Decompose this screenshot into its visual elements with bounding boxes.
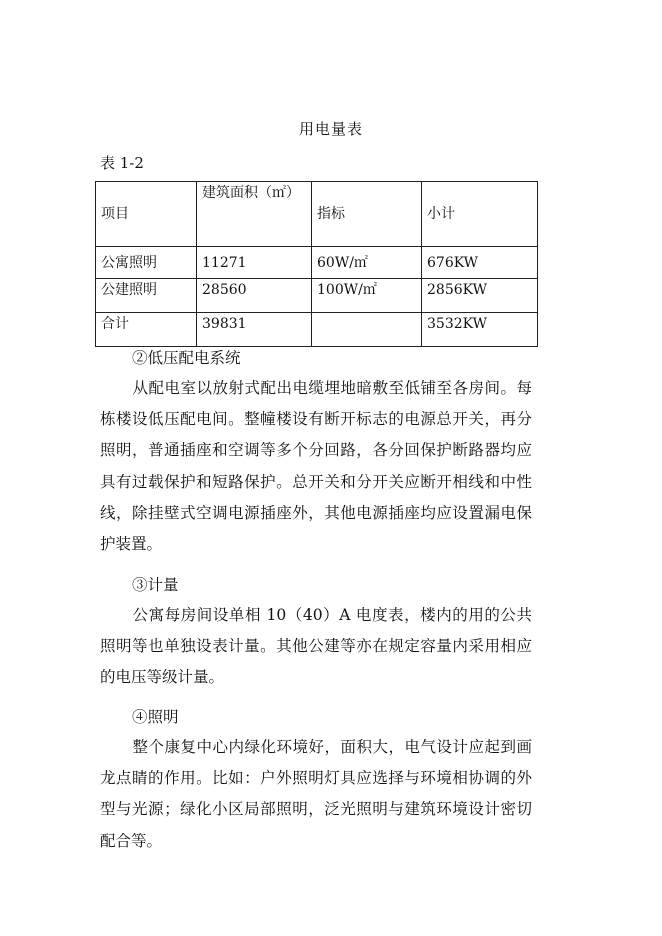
- table-cell: 39831: [197, 313, 312, 347]
- table-cell: 公建照明: [96, 279, 197, 313]
- section-body-text: 公寓每房间设单相 10（40）A 电度表，楼内的用的公共照明等也单独设表计量。其他公建等亦在规定容量内采用相应的电压等级计量。: [100, 606, 532, 687]
- section-heading: ④照明: [132, 708, 179, 726]
- section-body: [0, 732, 532, 857]
- table-cell: 60W/㎡: [312, 247, 422, 279]
- table-cell: 3532KW: [422, 313, 538, 347]
- table-row: [96, 279, 538, 313]
- section-lighting: [0, 702, 662, 857]
- table-cell: 28560: [197, 279, 312, 313]
- table-header-row: [96, 182, 538, 247]
- section-body: [0, 373, 532, 560]
- table-cell: 11271: [197, 247, 312, 279]
- header-item: 项目: [96, 182, 197, 247]
- table-cell: 676KW: [422, 247, 538, 279]
- section-body: [0, 600, 532, 694]
- power-consumption-table: [95, 181, 538, 347]
- header-indicator: 指标: [312, 182, 422, 247]
- section-body-text: 从配电室以放射式配出电缆埋地暗敷至低铺至各房间。每栋楼设低压配电间。整幢楼设有断开标志的电源总开关，再分照明，普通插座和空调等多个分回路，各分回保护断路器均应具有过载保护和短路保护。总开关和分开关应断开相线和中性线，除挂壁式空调电源插座外，其他电源插座均应设置漏电保护装置。: [100, 379, 532, 554]
- section-heading: ③计量: [132, 576, 179, 594]
- table-row: [96, 247, 538, 279]
- table-cell: 合计: [96, 313, 197, 347]
- section-body-text: 整个康复中心内绿化环境好，面积大，电气设计应起到画龙点睛的作用。比如：户外照明灯具应选择与环境相协调的外型与光源；绿化小区局部照明，泛光照明与建筑环境设计密切配合等。: [100, 738, 532, 850]
- table-cell: [312, 313, 422, 347]
- section-metering: [0, 570, 662, 694]
- section-heading: ②低压配电系统: [132, 349, 241, 367]
- table-row: [96, 313, 538, 347]
- table-cell: 公寓照明: [96, 247, 197, 279]
- header-subtotal: 小计: [422, 182, 538, 247]
- page-title: 用电量表: [298, 120, 363, 138]
- section-low-voltage: [0, 343, 662, 560]
- table-cell: 100W/㎡: [312, 279, 422, 313]
- header-building-area: 建筑面积（㎡）: [197, 182, 312, 247]
- table-cell: 2856KW: [422, 279, 538, 313]
- table-caption: 表 1-2: [100, 154, 144, 172]
